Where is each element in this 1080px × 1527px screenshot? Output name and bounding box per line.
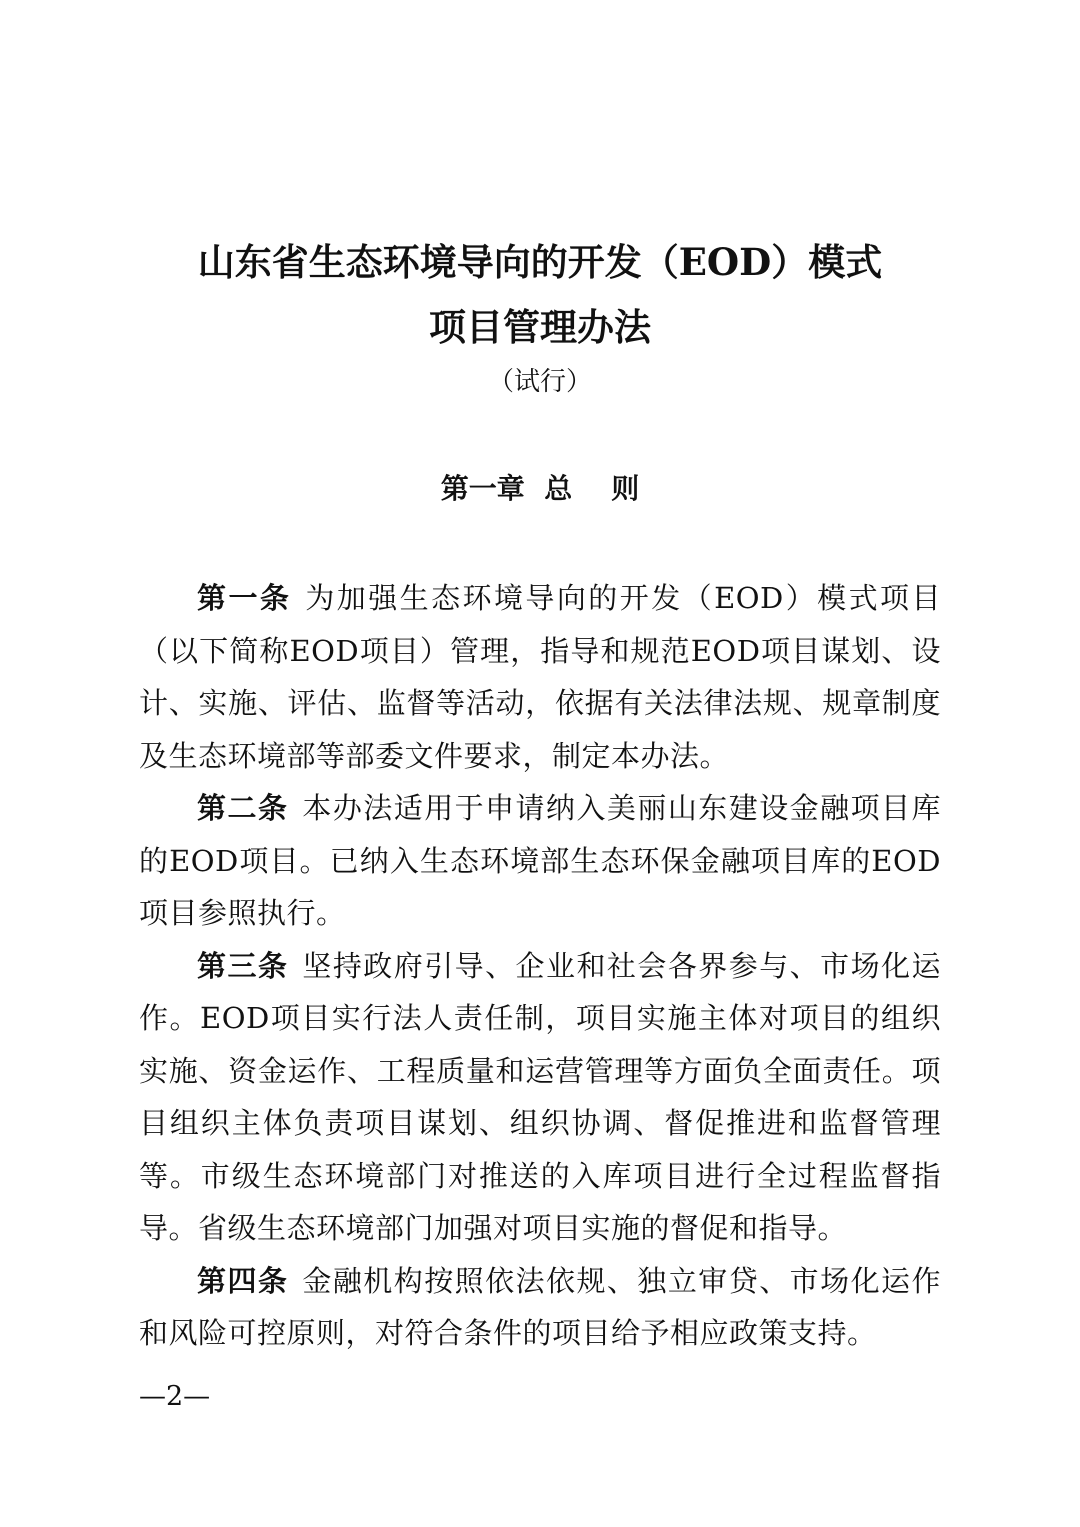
article-1-text: 为加强生态环境导向的开发（EOD）模式项目（以下简称EOD项目）管理，指导和规范EOD项目谋划、设计、实施、评估、监督等活动，依据有关法律法规、规章制度及生态环境部等部委文件要求，制定本办法。 <box>139 581 941 773</box>
article-4-text: 金融机构按照依法依规、独立审贷、市场化运作和风险可控原则，对符合条件的项目给予相应政策支持。 <box>139 1263 941 1350</box>
article-3-text: 坚持政府引导、企业和社会各界参与、市场化运作。EOD项目实行法人责任制，项目实施主体对项目的组织实施、资金运作、工程质量和运营管理等方面负全面责任。项目组织主体负责项目谋划、组织协调、督促推进和监督管理等。市级生态环境部门对推送的入库项目进行全过程监督指导。省级生态环境部门加强对项目实施的督促和指导。 <box>139 948 941 1245</box>
article-4 <box>139 1255 941 1360</box>
chapter-heading: 第一章 总 则 <box>440 472 640 505</box>
document-body <box>139 572 941 1360</box>
article-3-label: 第三条 <box>197 948 289 983</box>
document-title-line-1: 山东省生态环境导向的开发（EOD）模式 <box>197 240 883 284</box>
article-2 <box>139 782 941 940</box>
article-2-label: 第二条 <box>197 791 289 825</box>
article-2-text: 本办法适用于申请纳入美丽山东建设金融项目库的EOD项目。已纳入生态环境部生态环保金融项目库的EOD项目参照执行。 <box>139 791 941 930</box>
article-1-label: 第一条 <box>197 581 292 615</box>
article-1 <box>139 572 941 782</box>
document-subtitle: （试行） <box>487 367 592 397</box>
article-4-label: 第四条 <box>197 1263 289 1298</box>
document-title-line-2: 项目管理办法 <box>429 305 651 349</box>
article-3 <box>139 940 941 1255</box>
page-number: —2— <box>139 1381 211 1412</box>
